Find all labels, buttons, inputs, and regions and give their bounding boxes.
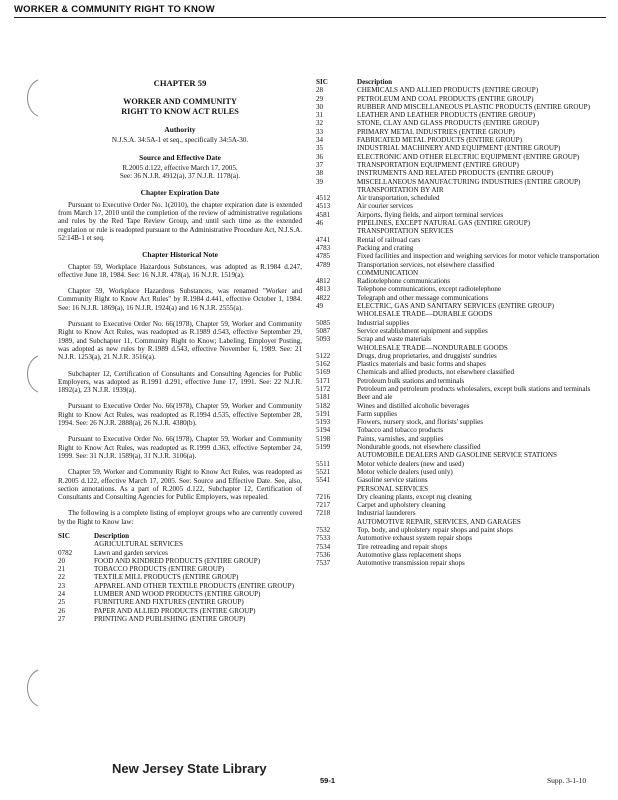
sic-code: 38 (316, 169, 324, 178)
sic-description: Rental of railroad cars (357, 235, 421, 244)
binder-hole-mark-top (20, 78, 42, 118)
sic-description: WHOLESALE TRADE—NONDURABLE GOODS (357, 343, 508, 352)
sic-code: 4822 (316, 293, 331, 302)
sic-description: STONE, CLAY AND GLASS PRODUCTS (ENTIRE GROUP) (357, 119, 540, 128)
table-row (316, 426, 614, 434)
table-row (316, 410, 614, 418)
sic-code: 32 (316, 119, 324, 128)
expiration-heading: Chapter Expiration Date (140, 188, 220, 198)
sic-code: 26 (58, 606, 66, 615)
source-line-2: See: 36 N.J.R. 4912(a), 37 N.J.R. 1178(a). (119, 172, 241, 181)
sic-code: 36 (316, 152, 324, 161)
sic-description: Plastics materials and basic forms and shapes (357, 360, 486, 369)
sic-description: TEXTILE MILL PRODUCTS (ENTIRE GROUP) (94, 573, 239, 582)
sic-code: 5122 (316, 351, 331, 360)
sic-code: 39 (316, 177, 324, 186)
sic-description: Automotive glass replacement shops (357, 550, 462, 559)
sic-description: Motor vehicle dealers (used only) (357, 467, 453, 476)
sic-description: Motor vehicle dealers (new and used) (357, 459, 464, 468)
sic-code (316, 344, 357, 352)
table-row (316, 485, 614, 493)
sic-description: PIPELINES, EXCEPT NATURAL GAS (ENTIRE GROUP) (357, 219, 531, 228)
history-paragraph: Pursuant to Executive Order No. 66(1978), Chapter 59, Worker and Community Right to Know Act Rules, was readopted as R.1994 d.535, effective September 28, 1994. See: 26 N.J.R. 2888(a), 26 N.J.R. 4380(b). (58, 402, 302, 428)
sic-description: TRANSPORTATION EQUIPMENT (ENTIRE GROUP) (357, 160, 519, 169)
sic-code (316, 485, 357, 493)
sic-code: 5182 (316, 401, 331, 410)
sic-table-right (316, 78, 614, 568)
sic-description: APPAREL AND OTHER TEXTILE PRODUCTS (ENTIRE GROUP) (94, 581, 294, 590)
sic-table-left (58, 532, 302, 623)
table-row (316, 153, 614, 161)
sic-description: Industrial supplies (357, 318, 410, 327)
table-row (316, 178, 614, 186)
sic-description: Beer and ale (357, 393, 393, 402)
table-row (316, 352, 614, 360)
sic-description: AUTOMOBILE DEALERS AND GASOLINE SERVICE STATIONS (357, 451, 557, 460)
sic-description: PETROLEUM AND COAL PRODUCTS (ENTIRE GROUP) (357, 94, 534, 103)
table-row (316, 144, 614, 152)
history-paragraph: Chapter 59, Workplace Hazardous Substances, was adopted as R.1984 d.247, effective June 18, 1984. See: 16 N.J.R. 478(a), 16 N.J.R. 1519(a). (58, 262, 302, 279)
sic-code: 0782 (58, 548, 73, 557)
sic-code: 5093 (316, 335, 331, 344)
sic-description: Telephone communications, except radiotelephone (357, 285, 502, 294)
sic-code: 5541 (316, 476, 331, 485)
table-row (316, 169, 614, 177)
sic-code: 5199 (316, 443, 331, 452)
table-row (316, 319, 614, 327)
table-row (316, 219, 614, 227)
table-row (316, 493, 614, 501)
sic-code: 31 (316, 111, 324, 120)
sic-description: Carpet and upholstery cleaning (357, 501, 446, 510)
running-header: WORKER & COMMUNITY RIGHT TO KNOW (14, 4, 606, 18)
sic-description: PRIMARY METAL INDUSTRIES (ENTIRE GROUP) (357, 127, 515, 136)
authority-heading: Authority (164, 125, 196, 134)
chapter-title (58, 97, 302, 117)
sic-description: LUMBER AND WOOD PRODUCTS (ENTIRE GROUP) (94, 590, 261, 599)
table-row (58, 607, 302, 615)
sic-description: Automotive exhaust system repair shops (357, 534, 473, 543)
sic-code: 4813 (316, 285, 331, 294)
sic-description: ELECTRIC, GAS AND SANITARY SERVICES (ENTIRE GROUP) (357, 302, 555, 311)
sic-code: 35 (316, 144, 324, 153)
sic-description: Air courier services (357, 202, 413, 211)
table-row (316, 261, 614, 269)
history-paragraph: Chapter 59, Worker and Community Right to Know Act Rules, was readopted as R.2005 d.122, effective March 17, 2005. See: Source and Effective Date. See, also, section annotations. As a part of R.2005 d.122, Subchapter 12, Certification of Consultants and Consulting Agencies for Public Employers, was repealed. (58, 468, 302, 502)
description-column-header: Description (357, 78, 393, 86)
sic-description: Paints, varnishes, and supplies (357, 434, 444, 443)
sic-code: 7536 (316, 550, 331, 559)
sic-description: INDUSTRIAL MACHINERY AND EQUIPMENT (ENTIRE GROUP) (357, 144, 561, 153)
table-row (316, 385, 614, 393)
table-row (316, 451, 614, 459)
sic-description: AGRICULTURAL SERVICES (94, 540, 183, 549)
sic-description: Radiotelephone communications (357, 277, 451, 286)
table-row (58, 590, 302, 598)
sic-code: 5172 (316, 384, 331, 393)
sic-description: FABRICATED METAL PRODUCTS (ENTIRE GROUP) (357, 136, 522, 145)
table-row (316, 244, 614, 252)
sic-code: 29 (316, 94, 324, 103)
table-header (58, 532, 302, 540)
sic-description: AUTOMOTIVE REPAIR, SERVICES, AND GARAGES (357, 517, 521, 526)
table-row (316, 136, 614, 144)
sic-description: Packing and crating (357, 243, 414, 252)
sic-description: Airports, flying fields, and airport terminal services (357, 210, 504, 219)
history-notes (58, 263, 302, 526)
sic-code: 4783 (316, 243, 331, 252)
sic-description: INSTRUMENTS AND RELATED PRODUCTS (ENTIRE GROUP) (357, 169, 554, 178)
table-row (316, 501, 614, 509)
table-row (316, 236, 614, 244)
sic-description: Industrial launderers (357, 509, 416, 518)
sic-description: Scrap and waste materials (357, 335, 431, 344)
history-paragraph: Pursuant to Executive Order No. 66(1978), Chapter 59, Worker and Community Right to Know Act Rules, was readopted as R.1999 d.363, effective September 24, 1999. See: 31 N.J.R. 1589(a), 31 N.J.R. 3106(a). (58, 435, 302, 460)
sic-code (316, 227, 357, 235)
sic-code: 4785 (316, 252, 331, 261)
authority-text: N.J.S.A. 34:5A-1 et seq., specifically 34:5A-30. (111, 136, 249, 145)
sic-description: TOBACCO PRODUCTS (ENTIRE GROUP) (94, 565, 225, 574)
left-column (58, 78, 302, 623)
history-heading: Chapter Historical Note (142, 250, 218, 260)
table-row (316, 202, 614, 210)
sic-description: Telegraph and other message communications (357, 293, 489, 302)
chapter-title-line-2: RIGHT TO KNOW ACT RULES (121, 107, 239, 116)
sic-code: 5198 (316, 434, 331, 443)
sic-code: 5181 (316, 393, 331, 402)
expiration-text: Pursuant to Executive Order No. 1(2010), the chapter expiration date is extended from March 17, 2010 until the completion of the review of administrative regulations and rules by the Red Tape Review Group, and until such time as the extended regulation or rule is readopted pursuant to the Administrative Procedure Act, N.J.S.A. 52:14B-1 et seq. (58, 200, 302, 242)
sic-description: PAPER AND ALLIED PRODUCTS (ENTIRE GROUP) (94, 606, 256, 615)
sic-description: PRINTING AND PUBLISHING (ENTIRE GROUP) (94, 614, 246, 623)
sic-code: 21 (58, 565, 66, 574)
chapter-number: CHAPTER 59 (153, 78, 207, 88)
sic-code: 4812 (316, 277, 331, 286)
sic-code: 5521 (316, 467, 331, 476)
sic-code: 7217 (316, 501, 331, 510)
sic-code: 30 (316, 102, 324, 111)
sic-description: COMMUNICATION (357, 268, 419, 277)
history-paragraph: Pursuant to Executive Order No. 66(1978), Chapter 59, Worker and Community Right to Know Act Rules, was readopted as R.1989 d.543, effective September 29, 1989, and Subchapter 11, Community Right to Know; Labeling, Employer Posting, was adopted as new rules by R.1989 d.543, effective November 6, 1989. See: 21 N.J.R. 1253(a), 21 N.J.R. 3516(a). (58, 320, 302, 362)
table-row (316, 211, 614, 219)
chapter-title-line-1: WORKER AND COMMUNITY (123, 97, 237, 106)
table-row (316, 476, 614, 484)
sic-column-header: SIC (316, 78, 328, 86)
table-row (316, 435, 614, 443)
binder-hole-mark-bottom (20, 668, 42, 708)
sic-code: 20 (58, 556, 66, 565)
table-row (316, 526, 614, 534)
sic-code: 7216 (316, 492, 331, 501)
table-row (58, 557, 302, 565)
sic-code: 7537 (316, 559, 331, 568)
sic-code: 5162 (316, 360, 331, 369)
table-row (316, 559, 614, 567)
sic-code: 25 (58, 598, 66, 607)
page-number: 59-1 (320, 776, 336, 785)
table-row (316, 534, 614, 542)
sic-code: 7533 (316, 534, 331, 543)
source-line-1: R.2005 d.122, effective March 17, 2005. (122, 163, 238, 172)
sic-description: WHOLESALE TRADE—DURABLE GOODS (357, 310, 493, 319)
sic-description: Top, body, and upholstery repair shops and paint shops (357, 526, 513, 535)
sic-description: Flowers, nursery stock, and florists' supplies (357, 418, 483, 427)
table-row (316, 518, 614, 526)
sic-code (316, 518, 357, 526)
table-row (316, 227, 614, 235)
table-row (58, 573, 302, 581)
history-paragraph: Chapter 59, Workplace Hazardous Substances, was renamed "Worker and Community Right to Know Act Rules" by R.1984 d.441, effective October 1, 1984. See: 16 N.J.R. 1869(a), 16 N.J.R. 1924(a) and 16 N.J.R. 2555(a). (58, 287, 302, 312)
table-row (58, 565, 302, 573)
sic-code: 4581 (316, 210, 331, 219)
table-row (316, 269, 614, 277)
table-header (316, 78, 614, 86)
sic-code: 4512 (316, 194, 331, 203)
table-row (58, 549, 302, 557)
table-row (316, 393, 614, 401)
history-paragraph: Subchapter 12, Certification of Consultants and Consulting Agencies for Public Employers, was adopted as R.1991 d.291, effective June 17, 1991. See: 22 N.J.R. 1892(a), 23 N.J.R. 1939(a). (58, 369, 302, 395)
table-row (316, 161, 614, 169)
sic-code (58, 540, 94, 548)
sic-code: 28 (316, 86, 324, 95)
table-row (316, 277, 614, 285)
sic-description: Petroleum and petroleum products wholesalers, except bulk stations and terminals (357, 384, 591, 393)
sic-code: 7534 (316, 542, 331, 551)
table-row (316, 443, 614, 451)
table-row (58, 615, 302, 623)
sic-column-header: SIC (58, 531, 70, 540)
table-row (316, 468, 614, 476)
table-row (316, 294, 614, 302)
sic-description: Transportation services, not elsewhere classified (357, 260, 495, 269)
sic-code: 5169 (316, 368, 331, 377)
sic-description: Tobacco and tobacco products (357, 426, 443, 435)
sic-code: 22 (58, 573, 66, 582)
table-row (58, 582, 302, 590)
table-row (316, 194, 614, 202)
sic-code: 5087 (316, 326, 331, 335)
sic-code: 24 (58, 590, 66, 599)
table-row (316, 344, 614, 352)
sic-code: 4513 (316, 202, 331, 211)
sic-description: FOOD AND KINDRED PRODUCTS (ENTIRE GROUP) (94, 556, 261, 565)
table-row (316, 327, 614, 335)
sic-code: 34 (316, 136, 324, 145)
sic-description: Drugs, drug proprietaries, and druggists' sundries (357, 351, 497, 360)
sic-code: 33 (316, 127, 324, 136)
sic-description: Fixed facilities and inspection and weighing services for motor vehicle transportation (357, 252, 600, 261)
sic-code: 5171 (316, 376, 331, 385)
library-stamp: New Jersey State Library (112, 761, 267, 776)
table-row (316, 86, 614, 94)
table-row (316, 402, 614, 410)
sic-description: Lawn and garden services (94, 548, 168, 557)
sic-description: MISCELLANEOUS MANUFACTURING INDUSTRIES (ENTIRE GROUP) (357, 177, 581, 186)
sic-code: 5191 (316, 409, 331, 418)
table-row (316, 111, 614, 119)
sic-code: 46 (316, 219, 324, 228)
table-row (316, 302, 614, 310)
sic-description: CHEMICALS AND ALLIED PRODUCTS (ENTIRE GROUP) (357, 86, 539, 95)
sic-description: Automotive transmission repair shops (357, 559, 465, 568)
table-row (316, 95, 614, 103)
sic-description: LEATHER AND LEATHER PRODUCTS (ENTIRE GROUP) (357, 111, 535, 120)
table-row (316, 418, 614, 426)
sic-code (316, 310, 357, 318)
sic-code: 5511 (316, 459, 330, 468)
sic-description: Air transportation, scheduled (357, 194, 440, 203)
table-row (316, 551, 614, 559)
sic-code: 4789 (316, 260, 331, 269)
sic-description: PERSONAL SERVICES (357, 484, 429, 493)
table-row (316, 310, 614, 318)
sic-description: Wines and distilled alcoholic beverages (357, 401, 470, 410)
sic-code: 4741 (316, 235, 331, 244)
table-row (316, 103, 614, 111)
sic-description: RUBBER AND MISCELLANEOUS PLASTIC PRODUCTS (ENTIRE GROUP) (357, 102, 590, 111)
sic-code: 23 (58, 581, 66, 590)
table-row (316, 285, 614, 293)
sic-description: TRANSPORTATION BY AIR (357, 185, 444, 194)
table-row (316, 186, 614, 194)
sic-description: ELECTRONIC AND OTHER ELECTRIC EQUIPMENT (ENTIRE GROUP) (357, 152, 580, 161)
sic-code: 27 (58, 614, 66, 623)
sic-description: FURNITURE AND FIXTURES (ENTIRE GROUP) (94, 598, 244, 607)
table-row (316, 509, 614, 517)
table-row (316, 360, 614, 368)
table-row (316, 368, 614, 376)
sic-description: Nondurable goods, not elsewhere classified (357, 443, 481, 452)
sic-description: Chemicals and allied products, not elsewhere classified (357, 368, 514, 377)
sic-code (316, 269, 357, 277)
description-column-header: Description (94, 531, 130, 540)
sic-description: Dry cleaning plants, except rug cleaning (357, 492, 472, 501)
sic-code: 37 (316, 160, 324, 169)
table-row (316, 119, 614, 127)
history-paragraph: The following is a complete listing of employer groups who are currently covered by the Right to Know law: (58, 509, 302, 526)
binder-hole-mark-middle (20, 354, 42, 394)
source-heading: Source and Effective Date (139, 152, 221, 162)
sic-description: Petroleum bulk stations and terminals (357, 376, 465, 385)
sic-code: 5193 (316, 418, 331, 427)
table-row (58, 598, 302, 606)
sic-code: 7532 (316, 526, 331, 535)
sic-code (316, 186, 357, 194)
sic-description: Tire retreading and repair shops (357, 542, 448, 551)
table-row (316, 460, 614, 468)
sic-code: 5085 (316, 318, 331, 327)
sic-description: Service establishment equipment and supplies (357, 326, 488, 335)
sic-code: 5194 (316, 426, 331, 435)
table-row (316, 335, 614, 343)
table-row (58, 540, 302, 548)
supplement-date: Supp. 3-1-10 (547, 776, 587, 785)
table-row (316, 377, 614, 385)
sic-description: TRANSPORTATION SERVICES (357, 227, 454, 236)
sic-code: 7218 (316, 509, 331, 518)
table-row (316, 543, 614, 551)
table-row (316, 128, 614, 136)
sic-description: Gasoline service stations (357, 476, 428, 485)
sic-code (316, 451, 357, 459)
sic-description: Farm supplies (357, 409, 397, 418)
table-row (316, 252, 614, 260)
right-column (316, 78, 614, 568)
sic-code: 49 (316, 302, 324, 311)
